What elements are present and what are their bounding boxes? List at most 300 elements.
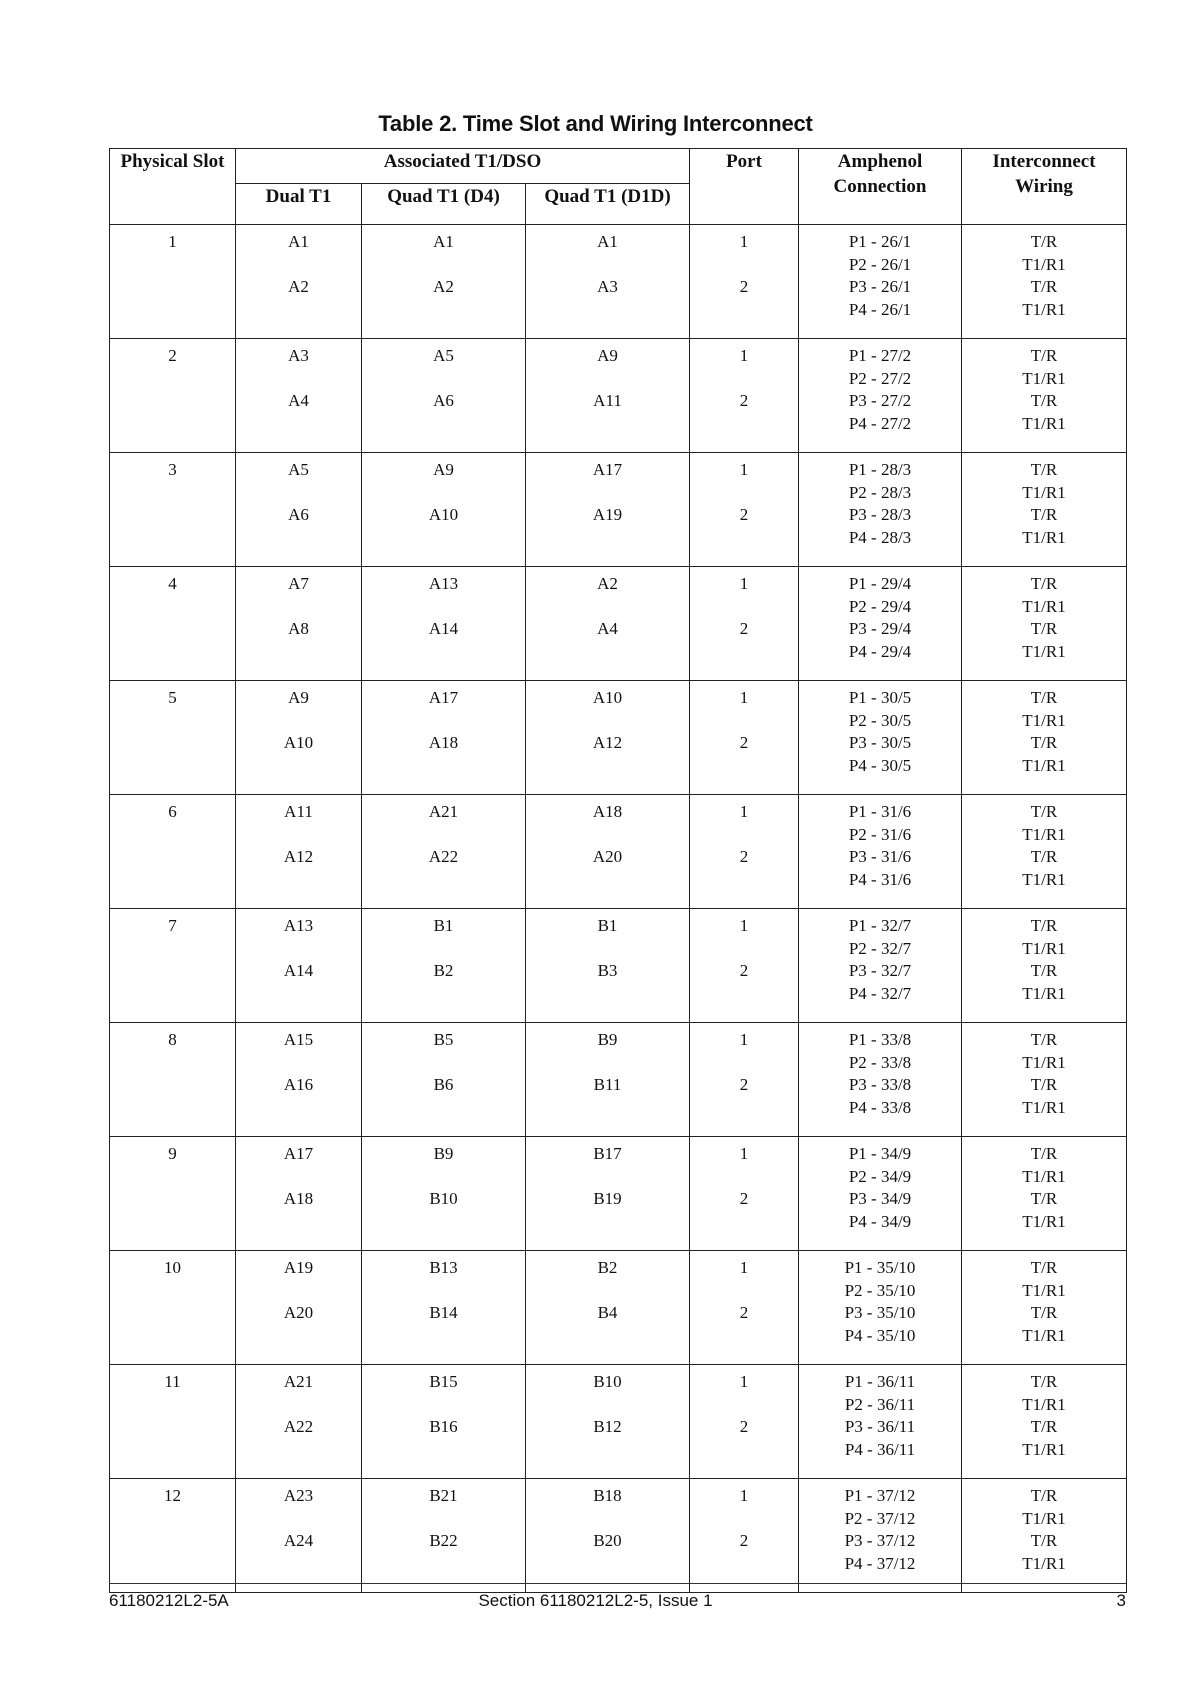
amphenol-value: P2 - 36/11 <box>844 1394 916 1414</box>
slot-number: 8 <box>168 1030 177 1049</box>
wiring-value: T1/R1 <box>1022 1553 1066 1573</box>
table-row <box>110 1023 1127 1137</box>
header-physical-slot: Physical Slot <box>110 149 236 225</box>
quad-d1d-value: B2 <box>597 1258 618 1277</box>
slot-cell <box>110 1365 236 1479</box>
quad-t1-d4-cell <box>362 1365 526 1479</box>
wiring-value: T1/R1 <box>1022 824 1066 844</box>
slot-cell <box>110 1137 236 1251</box>
slot-number: 5 <box>168 688 177 707</box>
amphenol-value: P2 - 35/10 <box>844 1280 916 1300</box>
wiring-value: T/R <box>1030 505 1058 524</box>
wiring-value: T/R <box>1030 688 1058 707</box>
quad-d4-value: B9 <box>433 1144 454 1163</box>
wiring-value: T1/R1 <box>1022 1280 1066 1300</box>
wiring-cell <box>962 909 1127 1023</box>
quad-d4-value: B16 <box>429 1417 458 1436</box>
amphenol-value: P2 - 31/6 <box>848 824 912 844</box>
amphenol-value: P3 - 28/3 <box>848 505 912 524</box>
dual-t1-value: A13 <box>283 916 314 935</box>
amphenol-value: P3 - 30/5 <box>848 733 912 752</box>
quad-d4-value: B10 <box>429 1189 458 1208</box>
quad-d1d-value: B11 <box>593 1075 622 1094</box>
quad-d1d-value: A2 <box>597 574 618 593</box>
amphenol-value: P4 - 36/11 <box>844 1439 916 1459</box>
quad-d4-value: B13 <box>429 1258 458 1277</box>
slot-cell <box>110 1251 236 1365</box>
wiring-cell <box>962 453 1127 567</box>
quad-d4-value: B15 <box>429 1372 458 1391</box>
quad-t1-d1d-cell <box>526 453 690 567</box>
slot-cell <box>110 453 236 567</box>
table-body <box>110 225 1127 1593</box>
wiring-value: T/R <box>1030 1531 1058 1550</box>
amphenol-value: P2 - 32/7 <box>848 938 912 958</box>
quad-d4-value: A22 <box>428 847 459 866</box>
wiring-value: T1/R1 <box>1022 869 1066 889</box>
amphenol-value: P2 - 26/1 <box>848 254 912 274</box>
header-quad-t1-d4: Quad T1 (D4) <box>362 184 526 225</box>
amphenol-cell <box>799 681 962 795</box>
dual-t1-value: A4 <box>288 391 309 410</box>
wiring-cell <box>962 795 1127 909</box>
port-value: 2 <box>739 1075 749 1094</box>
quad-d4-value: B21 <box>429 1486 458 1505</box>
amphenol-value: P1 - 31/6 <box>848 802 912 821</box>
quad-d1d-value: A18 <box>592 802 623 821</box>
table-row <box>110 795 1127 909</box>
amphenol-cell <box>799 567 962 681</box>
quad-d4-value: A5 <box>433 346 454 365</box>
wiring-value: T/R <box>1030 916 1058 935</box>
amphenol-value: P4 - 27/2 <box>848 413 912 433</box>
quad-d1d-value: A20 <box>592 847 623 866</box>
wiring-cell <box>962 1365 1127 1479</box>
dual-t1-value: A8 <box>288 619 309 638</box>
slot-number: 6 <box>168 802 177 821</box>
port-cell <box>690 1137 799 1251</box>
table-row <box>110 681 1127 795</box>
port-value: 2 <box>739 1417 749 1436</box>
quad-d1d-value: B20 <box>593 1531 622 1550</box>
wiring-value: T/R <box>1030 391 1058 410</box>
quad-t1-d1d-cell <box>526 795 690 909</box>
port-value: 2 <box>739 961 749 980</box>
slot-cell <box>110 681 236 795</box>
wiring-value: T/R <box>1030 277 1058 296</box>
amphenol-cell <box>799 909 962 1023</box>
slot-number: 1 <box>168 232 177 251</box>
dual-t1-value: A23 <box>283 1486 314 1505</box>
dual-t1-value: A3 <box>288 346 309 365</box>
port-value: 2 <box>739 619 749 638</box>
wiring-value: T1/R1 <box>1022 527 1066 547</box>
slot-number: 9 <box>168 1144 177 1163</box>
dual-t1-cell <box>236 1365 362 1479</box>
wiring-cell <box>962 567 1127 681</box>
quad-d1d-value: B10 <box>593 1372 622 1391</box>
quad-t1-d1d-cell <box>526 909 690 1023</box>
quad-t1-d4-cell <box>362 1251 526 1365</box>
quad-t1-d4-cell <box>362 795 526 909</box>
amphenol-value: P1 - 26/1 <box>848 232 912 251</box>
quad-t1-d4-cell <box>362 339 526 453</box>
dual-t1-value: A22 <box>283 1417 314 1436</box>
quad-d4-value: A2 <box>433 277 454 296</box>
wiring-value: T/R <box>1030 802 1058 821</box>
wiring-value: T1/R1 <box>1022 1394 1066 1414</box>
quad-d1d-value: B12 <box>593 1417 622 1436</box>
port-value: 1 <box>739 1030 749 1049</box>
dual-t1-value: A11 <box>284 802 313 821</box>
quad-d4-value: A21 <box>428 802 459 821</box>
dual-t1-cell <box>236 1251 362 1365</box>
quad-t1-d1d-cell <box>526 1137 690 1251</box>
table-row <box>110 453 1127 567</box>
amphenol-cell <box>799 1479 962 1593</box>
table-row <box>110 1251 1127 1365</box>
wiring-value: T/R <box>1030 1030 1058 1049</box>
amphenol-value: P4 - 32/7 <box>848 983 912 1003</box>
quad-t1-d4-cell <box>362 453 526 567</box>
amphenol-cell <box>799 1023 962 1137</box>
port-cell <box>690 1023 799 1137</box>
quad-t1-d1d-cell <box>526 1365 690 1479</box>
wiring-value: T1/R1 <box>1022 755 1066 775</box>
dual-t1-value: A14 <box>283 961 314 980</box>
port-value: 2 <box>739 505 749 524</box>
quad-t1-d4-cell <box>362 1137 526 1251</box>
wiring-value: T/R <box>1030 1075 1058 1094</box>
port-value: 1 <box>739 916 749 935</box>
table-row <box>110 909 1127 1023</box>
amphenol-value: P2 - 28/3 <box>848 482 912 502</box>
port-value: 2 <box>739 733 749 752</box>
quad-d4-value: B1 <box>433 916 454 935</box>
wiring-value: T1/R1 <box>1022 299 1066 319</box>
amphenol-cell <box>799 1365 962 1479</box>
wiring-value: T/R <box>1030 1417 1058 1436</box>
wiring-cell <box>962 1479 1127 1593</box>
amphenol-value: P2 - 29/4 <box>848 596 912 616</box>
amphenol-value: P3 - 35/10 <box>844 1303 916 1322</box>
amphenol-value: P4 - 28/3 <box>848 527 912 547</box>
wiring-value: T1/R1 <box>1022 1325 1066 1345</box>
amphenol-value: P3 - 29/4 <box>848 619 912 638</box>
amphenol-value: P1 - 32/7 <box>848 916 912 935</box>
amphenol-value: P4 - 35/10 <box>844 1325 916 1345</box>
quad-d1d-value: A12 <box>592 733 623 752</box>
port-value: 1 <box>739 1144 749 1163</box>
table-title: Table 2. Time Slot and Wiring Interconnect <box>378 111 813 136</box>
quad-d1d-value: B9 <box>597 1030 618 1049</box>
port-value: 2 <box>739 1303 749 1322</box>
dual-t1-value: A20 <box>283 1303 314 1322</box>
dual-t1-cell <box>236 681 362 795</box>
quad-d1d-value: B19 <box>593 1189 622 1208</box>
quad-d4-value: A9 <box>433 460 454 479</box>
amphenol-value: P3 - 34/9 <box>848 1189 912 1208</box>
slot-cell <box>110 795 236 909</box>
amphenol-value: P2 - 27/2 <box>848 368 912 388</box>
dual-t1-cell <box>236 1137 362 1251</box>
port-cell <box>690 909 799 1023</box>
wiring-value: T1/R1 <box>1022 254 1066 274</box>
quad-t1-d4-cell <box>362 1479 526 1593</box>
dual-t1-value: A18 <box>283 1189 314 1208</box>
amphenol-value: P4 - 31/6 <box>848 869 912 889</box>
port-value: 1 <box>739 1486 749 1505</box>
amphenol-value: P3 - 37/12 <box>844 1531 916 1550</box>
wiring-value: T1/R1 <box>1022 938 1066 958</box>
quad-d4-value: A13 <box>428 574 459 593</box>
dual-t1-value: A15 <box>283 1030 314 1049</box>
amphenol-value: P1 - 36/11 <box>844 1372 916 1391</box>
amphenol-value: P3 - 33/8 <box>848 1075 912 1094</box>
dual-t1-cell <box>236 909 362 1023</box>
footer-doc-number: 61180212L2-5A <box>109 1591 229 1610</box>
amphenol-value: P1 - 28/3 <box>848 460 912 479</box>
port-value: 1 <box>739 232 749 251</box>
quad-d1d-value: B3 <box>597 961 618 980</box>
header-quad-t1-d1d: Quad T1 (D1D) <box>526 184 690 225</box>
dual-t1-value: A10 <box>283 733 314 752</box>
wiring-value: T/R <box>1030 574 1058 593</box>
wiring-value: T1/R1 <box>1022 368 1066 388</box>
wiring-value: T/R <box>1030 1144 1058 1163</box>
port-value: 2 <box>739 1531 749 1550</box>
dual-t1-cell <box>236 339 362 453</box>
quad-t1-d1d-cell <box>526 225 690 339</box>
wiring-cell <box>962 1251 1127 1365</box>
header-associated-t1-dso: Associated T1/DSO <box>236 149 690 184</box>
interconnect-table <box>109 148 1127 1593</box>
amphenol-value: P4 - 26/1 <box>848 299 912 319</box>
quad-d4-value: B2 <box>433 961 454 980</box>
header-interconnect-wiring: Interconnect Wiring <box>962 149 1127 225</box>
wiring-cell <box>962 1023 1127 1137</box>
quad-d1d-value: A17 <box>592 460 623 479</box>
wiring-value: T1/R1 <box>1022 1211 1066 1231</box>
quad-d4-value: B5 <box>433 1030 454 1049</box>
wiring-cell <box>962 339 1127 453</box>
port-value: 1 <box>739 460 749 479</box>
dual-t1-cell <box>236 795 362 909</box>
quad-t1-d1d-cell <box>526 567 690 681</box>
quad-t1-d4-cell <box>362 909 526 1023</box>
quad-t1-d1d-cell <box>526 1023 690 1137</box>
dual-t1-cell <box>236 1479 362 1593</box>
port-value: 2 <box>739 847 749 866</box>
quad-t1-d1d-cell <box>526 339 690 453</box>
table-row <box>110 1365 1127 1479</box>
dual-t1-cell <box>236 567 362 681</box>
amphenol-value: P3 - 26/1 <box>848 277 912 296</box>
table-row <box>110 1479 1127 1593</box>
quad-t1-d4-cell <box>362 225 526 339</box>
quad-d1d-value: A19 <box>592 505 623 524</box>
port-value: 1 <box>739 346 749 365</box>
quad-d4-value: A1 <box>433 232 454 251</box>
slot-cell <box>110 1023 236 1137</box>
wiring-value: T/R <box>1030 619 1058 638</box>
amphenol-value: P4 - 30/5 <box>848 755 912 775</box>
dual-t1-value: A6 <box>288 505 309 524</box>
dual-t1-value: A7 <box>288 574 309 593</box>
wiring-value: T1/R1 <box>1022 641 1066 661</box>
dual-t1-value: A1 <box>288 232 309 251</box>
dual-t1-value: A19 <box>283 1258 314 1277</box>
amphenol-value: P1 - 29/4 <box>848 574 912 593</box>
dual-t1-value: A24 <box>283 1531 314 1550</box>
slot-number: 11 <box>164 1372 181 1391</box>
wiring-value: T1/R1 <box>1022 1166 1066 1186</box>
dual-t1-value: A5 <box>288 460 309 479</box>
quad-d1d-value: A11 <box>593 391 622 410</box>
amphenol-value: P4 - 29/4 <box>848 641 912 661</box>
amphenol-value: P1 - 30/5 <box>848 688 912 707</box>
quad-d1d-value: A9 <box>597 346 618 365</box>
wiring-value: T/R <box>1030 460 1058 479</box>
quad-d4-value: A14 <box>428 619 459 638</box>
port-value: 2 <box>739 277 749 296</box>
wiring-value: T1/R1 <box>1022 1508 1066 1528</box>
slot-number: 4 <box>168 574 177 593</box>
header-port: Port <box>690 149 799 225</box>
amphenol-value: P2 - 34/9 <box>848 1166 912 1186</box>
amphenol-value: P1 - 27/2 <box>848 346 912 365</box>
port-cell <box>690 795 799 909</box>
quad-d1d-value: A3 <box>597 277 618 296</box>
port-cell <box>690 339 799 453</box>
amphenol-value: P3 - 32/7 <box>848 961 912 980</box>
quad-t1-d1d-cell <box>526 681 690 795</box>
wiring-value: T1/R1 <box>1022 482 1066 502</box>
port-value: 2 <box>739 1189 749 1208</box>
quad-d1d-value: B18 <box>593 1486 622 1505</box>
amphenol-value: P4 - 33/8 <box>848 1097 912 1117</box>
dual-t1-value: A12 <box>283 847 314 866</box>
quad-t1-d4-cell <box>362 1023 526 1137</box>
amphenol-cell <box>799 795 962 909</box>
slot-number: 7 <box>168 916 177 935</box>
slot-number: 3 <box>168 460 177 479</box>
header-amphenol-connection: Amphenol Connection <box>799 149 962 225</box>
wiring-value: T/R <box>1030 1486 1058 1505</box>
footer-divider <box>109 1583 1126 1584</box>
slot-number: 2 <box>168 346 177 365</box>
dual-t1-value: A21 <box>283 1372 314 1391</box>
table-row <box>110 1137 1127 1251</box>
wiring-value: T1/R1 <box>1022 710 1066 730</box>
quad-d1d-value: A4 <box>597 619 618 638</box>
wiring-cell <box>962 681 1127 795</box>
footer-section: Section 61180212L2-5, Issue 1 <box>478 1591 713 1610</box>
header-dual-t1: Dual T1 <box>236 184 362 225</box>
dual-t1-cell <box>236 225 362 339</box>
dual-t1-value: A9 <box>288 688 309 707</box>
port-cell <box>690 1365 799 1479</box>
quad-d1d-value: A1 <box>597 232 618 251</box>
amphenol-value: P1 - 35/10 <box>844 1258 916 1277</box>
quad-d4-value: A17 <box>428 688 459 707</box>
port-cell <box>690 453 799 567</box>
dual-t1-value: A2 <box>288 277 309 296</box>
table-row <box>110 225 1127 339</box>
quad-d1d-value: A10 <box>592 688 623 707</box>
amphenol-value: P2 - 33/8 <box>848 1052 912 1072</box>
quad-d4-value: A6 <box>433 391 454 410</box>
slot-number: 10 <box>164 1258 181 1277</box>
quad-d1d-value: B1 <box>597 916 618 935</box>
amphenol-cell <box>799 1137 962 1251</box>
slot-cell <box>110 225 236 339</box>
port-value: 1 <box>739 688 749 707</box>
wiring-value: T/R <box>1030 1189 1058 1208</box>
slot-cell <box>110 1479 236 1593</box>
quad-d1d-value: B17 <box>593 1144 622 1163</box>
amphenol-value: P1 - 37/12 <box>844 1486 916 1505</box>
wiring-value: T/R <box>1030 1303 1058 1322</box>
amphenol-value: P4 - 34/9 <box>848 1211 912 1231</box>
dual-t1-cell <box>236 1023 362 1137</box>
port-cell <box>690 681 799 795</box>
quad-d4-value: B6 <box>433 1075 454 1094</box>
port-value: 1 <box>739 802 749 821</box>
wiring-value: T1/R1 <box>1022 1097 1066 1117</box>
amphenol-value: P1 - 34/9 <box>848 1144 912 1163</box>
amphenol-value: P3 - 27/2 <box>848 391 912 410</box>
port-value: 2 <box>739 391 749 410</box>
wiring-value: T1/R1 <box>1022 1439 1066 1459</box>
amphenol-cell <box>799 453 962 567</box>
quad-d4-value: A18 <box>428 733 459 752</box>
wiring-value: T1/R1 <box>1022 983 1066 1003</box>
port-cell <box>690 567 799 681</box>
quad-t1-d1d-cell <box>526 1479 690 1593</box>
wiring-value: T1/R1 <box>1022 413 1066 433</box>
wiring-value: T/R <box>1030 847 1058 866</box>
amphenol-value: P3 - 36/11 <box>844 1417 916 1436</box>
port-cell <box>690 1251 799 1365</box>
wiring-value: T/R <box>1030 1372 1058 1391</box>
wiring-value: T1/R1 <box>1022 596 1066 616</box>
dual-t1-value: A17 <box>283 1144 314 1163</box>
slot-cell <box>110 339 236 453</box>
wiring-value: T1/R1 <box>1022 1052 1066 1072</box>
wiring-value: T/R <box>1030 346 1058 365</box>
amphenol-value: P4 - 37/12 <box>844 1553 916 1573</box>
amphenol-cell <box>799 225 962 339</box>
quad-d4-value: B14 <box>429 1303 458 1322</box>
port-cell <box>690 1479 799 1593</box>
amphenol-value: P2 - 30/5 <box>848 710 912 730</box>
footer-page-number: 3 <box>1116 1591 1126 1610</box>
dual-t1-value: A16 <box>283 1075 314 1094</box>
amphenol-cell <box>799 1251 962 1365</box>
quad-d1d-value: B4 <box>597 1303 618 1322</box>
slot-number: 12 <box>164 1486 181 1505</box>
port-value: 1 <box>739 1258 749 1277</box>
amphenol-cell <box>799 339 962 453</box>
quad-d4-value: A10 <box>428 505 459 524</box>
port-value: 1 <box>739 574 749 593</box>
wiring-value: T/R <box>1030 232 1058 251</box>
quad-d4-value: B22 <box>429 1531 458 1550</box>
amphenol-value: P2 - 37/12 <box>844 1508 916 1528</box>
port-value: 1 <box>739 1372 749 1391</box>
dual-t1-cell <box>236 453 362 567</box>
